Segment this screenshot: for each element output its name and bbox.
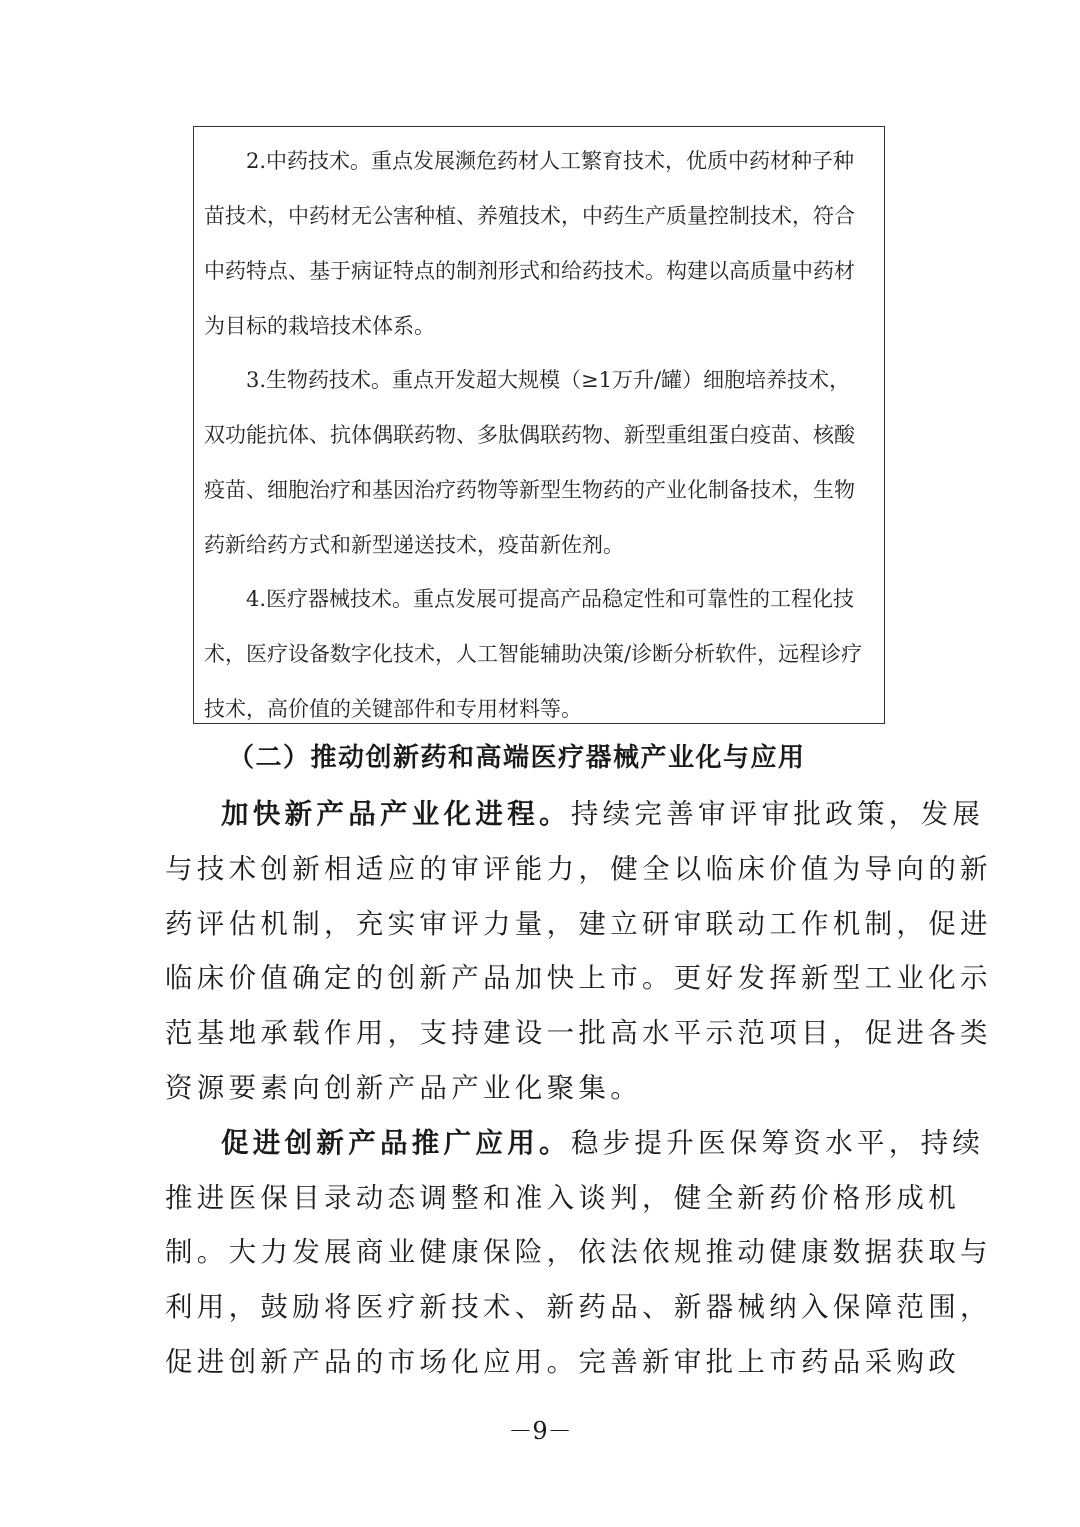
section-heading: （二）推动创新药和高端医疗器械产业化与应用 — [228, 743, 806, 773]
box-line: 4.医疗器械技术。重点发展可提高产品稳定性和可靠性的工程化技 — [246, 587, 855, 611]
page-number: －9－ — [508, 1417, 572, 1445]
box-line: 双功能抗体、抗体偶联药物、多肽偶联药物、新型重组蛋白疫苗、核酸 — [204, 423, 855, 447]
paragraph-line: 推进医保目录动态调整和准入谈判，健全新药价格形成机 — [165, 1182, 960, 1214]
paragraph-line: 制。大力发展商业健康保险，依法依规推动健康数据获取与 — [165, 1236, 992, 1268]
paragraph-text: 持续完善审评审批政策，发展 — [570, 798, 985, 830]
paragraph-line: 资源要素向创新产品产业化聚集。 — [165, 1072, 642, 1104]
paragraph-text: 稳步提升医保筹资水平，持续 — [570, 1127, 985, 1159]
box-line: 中药特点、基于病证特点的制剂形式和给药技术。构建以高质量中药材 — [204, 259, 855, 283]
paragraph-first-line — [221, 796, 984, 832]
paragraph-line: 临床价值确定的创新产品加快上市。更好发挥新型工业化示 — [165, 962, 992, 994]
box-line: 3.生物药技术。重点开发超大规模（≥1万升/罐）细胞培养技术， — [246, 368, 851, 392]
paragraph-first-line — [221, 1125, 984, 1161]
box-line: 药新给药方式和新型递送技术，疫苗新佐剂。 — [204, 533, 624, 557]
box-line: 苗技术，中药材无公害种植、养殖技术，中药生产质量控制技术，符合 — [204, 204, 855, 228]
paragraph-lead: 加快新产品产业化进程。 — [221, 798, 571, 830]
paragraph-line: 药评估机制，充实审评力量，建立研审联动工作机制，促进 — [165, 908, 992, 940]
paragraph-line: 范基地承载作用，支持建设一批高水平示范项目，促进各类 — [165, 1017, 992, 1049]
paragraph-lead: 促进创新产品推广应用。 — [221, 1127, 571, 1159]
box-line: 2.中药技术。重点发展濒危药材人工繁育技术，优质中药材种子种 — [246, 149, 855, 173]
box-line: 疫苗、细胞治疗和基因治疗药物等新型生物药的产业化制备技术，生物 — [204, 478, 855, 502]
box-line: 术，医疗设备数字化技术，人工智能辅助决策/诊断分析软件，远程诊疗 — [204, 642, 863, 666]
box-line: 技术，高价值的关键部件和专用材料等。 — [204, 697, 582, 721]
paragraph-line: 利用，鼓励将医疗新技术、新药品、新器械纳入保障范围， — [165, 1291, 992, 1323]
paragraph-line: 与技术创新相适应的审评能力，健全以临床价值为导向的新 — [165, 853, 992, 885]
box-line: 为目标的栽培技术体系。 — [204, 314, 435, 338]
paragraph-line: 促进创新产品的市场化应用。完善新审批上市药品采购政 — [165, 1346, 960, 1378]
